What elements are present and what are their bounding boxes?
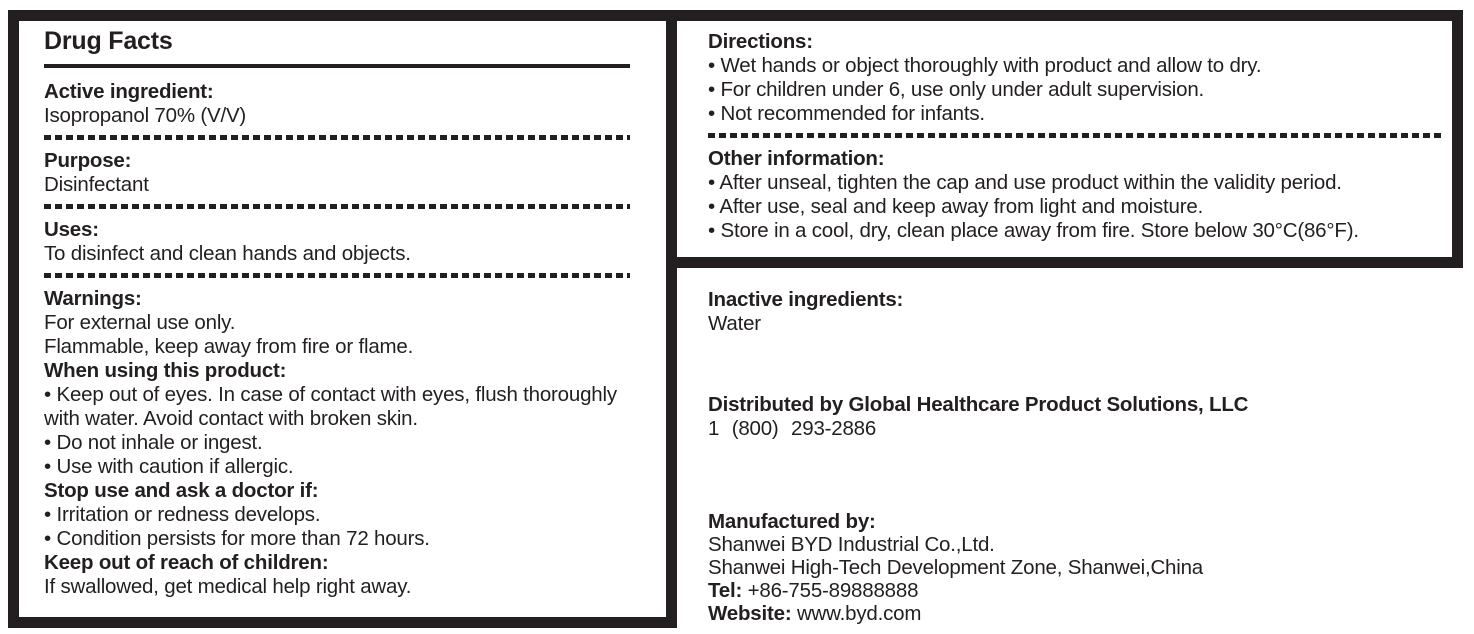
warning-external-use: For external use only.: [44, 311, 236, 334]
manufacturer-company: Shanwei BYD Industrial Co.,Ltd.: [708, 533, 995, 556]
drug-facts-title: Drug Facts: [44, 27, 173, 55]
active-ingredient-value: Isopropanol 70% (V/V): [44, 104, 247, 127]
dashed-divider: [44, 273, 630, 278]
inactive-ingredients-heading: Inactive ingredients:: [708, 288, 904, 311]
distributor-phone: 1 (800) 293-2886: [708, 417, 877, 440]
other-info-bullet-store: • Store in a cool, dry, clean place away from fire. Store below 30°C(86°F).: [708, 219, 1359, 242]
section-distributor: [708, 393, 1455, 441]
warning-bullet-eyes: • Keep out of eyes. In case of contact with eyes, flush thoroughly with water. Avoid contact with broken skin.: [44, 383, 617, 430]
directions-bullet-wet-hands: • Wet hands or object thoroughly with product and allow to dry.: [708, 54, 1262, 77]
distributor-heading: Distributed by Global Healthcare Product Solutions, LLC: [708, 393, 1249, 416]
section-inactive-ingredients: [708, 288, 1455, 336]
other-info-bullet-seal: • After use, seal and keep away from light and moisture.: [708, 195, 1204, 218]
tel-value: +86-755-89888888: [747, 579, 919, 602]
other-info-bullet-unseal: • After unseal, tighten the cap and use product within the validity period.: [708, 171, 1342, 194]
section-directions: [708, 30, 1444, 126]
inactive-ingredients-value: Water: [708, 312, 761, 335]
active-ingredient-heading: Active ingredient:: [44, 80, 214, 103]
section-purpose: [44, 149, 630, 197]
section-uses: [44, 218, 630, 266]
other-information-heading: Other information:: [708, 147, 885, 170]
website-label: Website:: [708, 602, 792, 625]
warning-bullet-inhale: • Do not inhale or ingest.: [44, 431, 263, 454]
warnings-heading: Warnings:: [44, 287, 142, 310]
manufacturer-heading: Manufactured by:: [708, 510, 876, 533]
section-other-information: [708, 147, 1444, 243]
warning-bullet-allergic: • Use with caution if allergic.: [44, 455, 294, 478]
directions-bullet-infants: • Not recommended for infants.: [708, 102, 985, 125]
directions-bullet-children: • For children under 6, use only under adult supervision.: [708, 78, 1205, 101]
warnings-subhead-stop-use: Stop use and ask a doctor if:: [44, 479, 319, 502]
warning-bullet-condition: • Condition persists for more than 72 hours.: [44, 527, 430, 550]
dashed-divider: [44, 135, 630, 140]
drug-facts-panel: [8, 10, 677, 628]
website-value: www.byd.com: [796, 602, 922, 625]
section-warnings: [44, 287, 630, 599]
purpose-heading: Purpose:: [44, 149, 132, 172]
uses-heading: Uses:: [44, 218, 99, 241]
manufacturer-address: Shanwei High-Tech Development Zone, Shanwei,China: [708, 556, 1204, 579]
warning-flammable: Flammable, keep away from fire or flame.: [44, 335, 414, 358]
directions-panel: [666, 10, 1463, 268]
company-info-panel: [666, 268, 1463, 628]
manufacturer-website-line: [708, 602, 1455, 625]
title-rule: [44, 64, 630, 68]
purpose-value: Disinfectant: [44, 173, 149, 196]
manufacturer-tel-line: [708, 579, 1455, 602]
section-manufacturer: [708, 510, 1455, 625]
uses-value: To disinfect and clean hands and objects.: [44, 242, 411, 265]
warning-bullet-irritation: • Irritation or redness develops.: [44, 503, 321, 526]
section-active-ingredient: [44, 80, 630, 128]
tel-label: Tel:: [708, 579, 743, 602]
directions-heading: Directions:: [708, 30, 813, 53]
dashed-divider: [708, 133, 1444, 138]
warning-swallowed: If swallowed, get medical help right away.: [44, 575, 412, 598]
warnings-subhead-when-using: When using this product:: [44, 359, 287, 382]
warnings-subhead-children: Keep out of reach of children:: [44, 551, 329, 574]
dashed-divider: [44, 204, 630, 209]
